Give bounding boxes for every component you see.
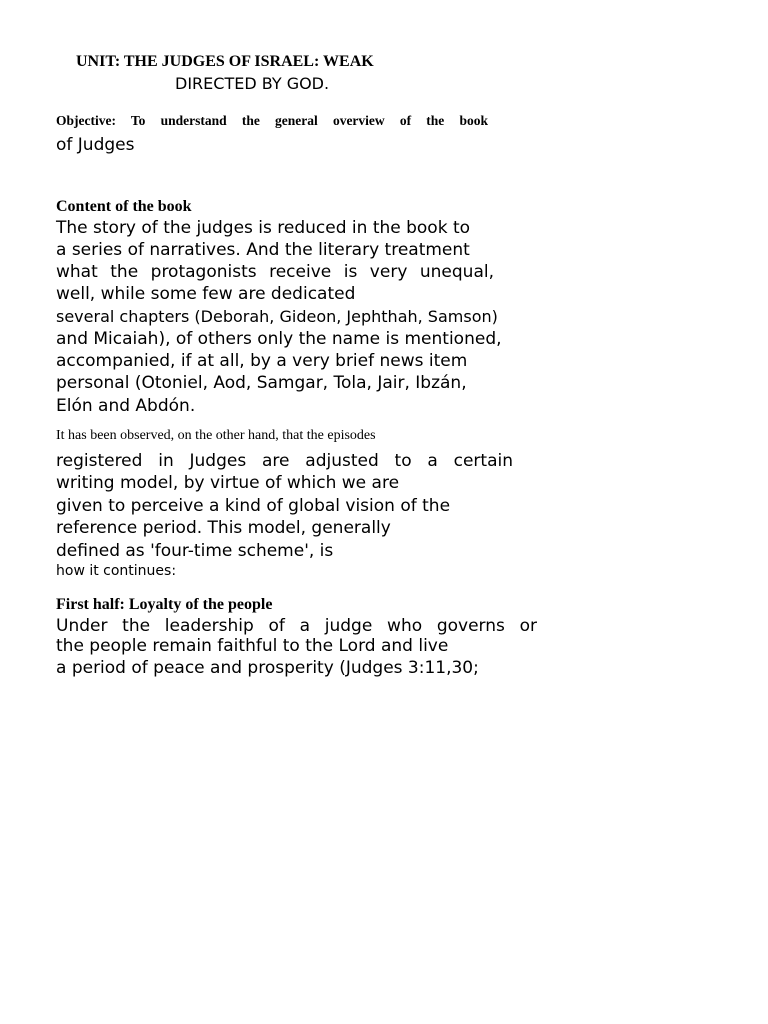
para1-line: and Micaiah), of others only the name is mentioned, [56, 329, 502, 349]
objective-line: Objective: To understand the general overview of the book [56, 113, 488, 128]
para2-line: registered in Judges are adjusted to a certain [56, 451, 513, 471]
first-half-line: Under the leadership of a judge who governs or [56, 616, 537, 636]
para1-line: The story of the judges is reduced in the book to [56, 218, 471, 238]
para2-line: defined as 'four-time scheme', is [56, 541, 334, 561]
unit-subtitle: DIRECTED BY GOD. [175, 74, 330, 93]
first-half-heading: First half: Loyalty of the people [56, 596, 273, 613]
para1-line: Elón and Abdón. [56, 396, 196, 416]
para1-line: a series of narratives. And the literary treatment [56, 240, 470, 260]
objective-continuation: of Judges [56, 135, 135, 155]
para1-line: personal (Otoniel, Aod, Samgar, Tola, Jair, Ibzán, [56, 373, 467, 393]
para2-line: writing model, by virtue of which we are [56, 473, 400, 493]
para2-intro: It has been observed, on the other hand, that the episodes [56, 428, 376, 443]
para1-line: several chapters (Deborah, Gideon, Jephthah, Samson) [56, 307, 498, 326]
para2-line: given to perceive a kind of global vision of the [56, 496, 451, 516]
first-half-line: the people remain faithful to the Lord and live [56, 636, 449, 656]
unit-title: UNIT: THE JUDGES OF ISRAEL: WEAK [76, 53, 374, 70]
para1-line: well, while some few are dedicated [56, 284, 356, 304]
para2-line: reference period. This model, generally [56, 518, 391, 538]
first-half-line: a period of peace and prosperity (Judges 3:11,30; [56, 658, 479, 678]
content-heading: Content of the book [56, 198, 192, 215]
para1-line: accompanied, if at all, by a very brief news item [56, 351, 468, 371]
para2-end: how it continues: [56, 563, 177, 579]
para1-line: what the protagonists receive is very unequal, [56, 262, 494, 282]
